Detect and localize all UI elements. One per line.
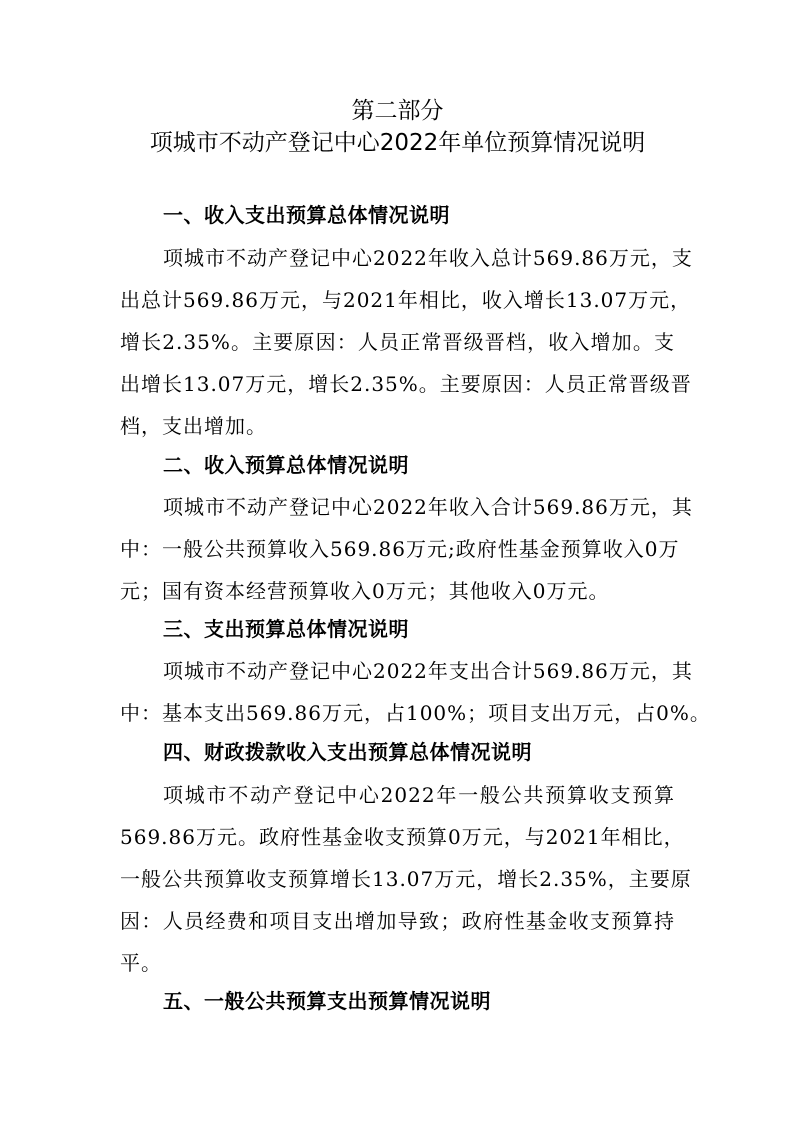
paragraph-line: 出增长13.07万元，增长2.35%。主要原因：人员正常晋级晋: [120, 372, 692, 396]
paragraph-line: 平。: [120, 951, 162, 975]
paragraph-line: 中：一般公共预算收入569.86万元;政府性基金预算收入0万: [120, 537, 680, 561]
paragraph-line: 出总计569.86万元，与2021年相比，收入增长13.07万元，: [120, 288, 692, 312]
paragraph-line: 元；国有资本经营预算收入0万元；其他收入0万元。: [120, 579, 610, 603]
paragraph-line: 一般公共预算收支预算增长13.07万元，增长2.35%，主要原: [120, 867, 692, 891]
section-heading-3: 三、支出预算总体情况说明: [163, 617, 409, 641]
paragraph-line: 569.86万元。政府性基金收支预算0万元，与2021年相比，: [120, 825, 685, 849]
section-heading-4: 四、财政拨款收入支出预算总体情况说明: [163, 740, 532, 764]
paragraph-line: 增长2.35%。主要原因：人员正常晋级晋档，收入增加。支: [120, 330, 675, 354]
paragraph-line: 档，支出增加。: [120, 414, 267, 438]
section-heading-1: 一、收入支出预算总体情况说明: [163, 203, 450, 227]
section-heading-2: 二、收入预算总体情况说明: [163, 453, 409, 477]
part-title: 第二部分: [351, 98, 444, 124]
paragraph-line: 项城市不动产登记中心2022年收入总计569.86万元，支: [163, 246, 693, 270]
paragraph-line: 中：基本支出569.86万元，占100%；项目支出万元，占0%。: [120, 701, 711, 725]
paragraph-line: 项城市不动产登记中心2022年支出合计569.86万元，其: [163, 659, 693, 683]
main-title: 项城市不动产登记中心2022年单位预算情况说明: [149, 130, 646, 156]
paragraph-line: 项城市不动产登记中心2022年一般公共预算收支预算: [163, 783, 675, 807]
section-heading-5: 五、一般公共预算支出预算情况说明: [163, 989, 491, 1013]
paragraph-line: 因：人员经费和项目支出增加导致；政府性基金收支预算持: [120, 909, 675, 933]
paragraph-line: 项城市不动产登记中心2022年收入合计569.86万元，其: [163, 495, 693, 519]
